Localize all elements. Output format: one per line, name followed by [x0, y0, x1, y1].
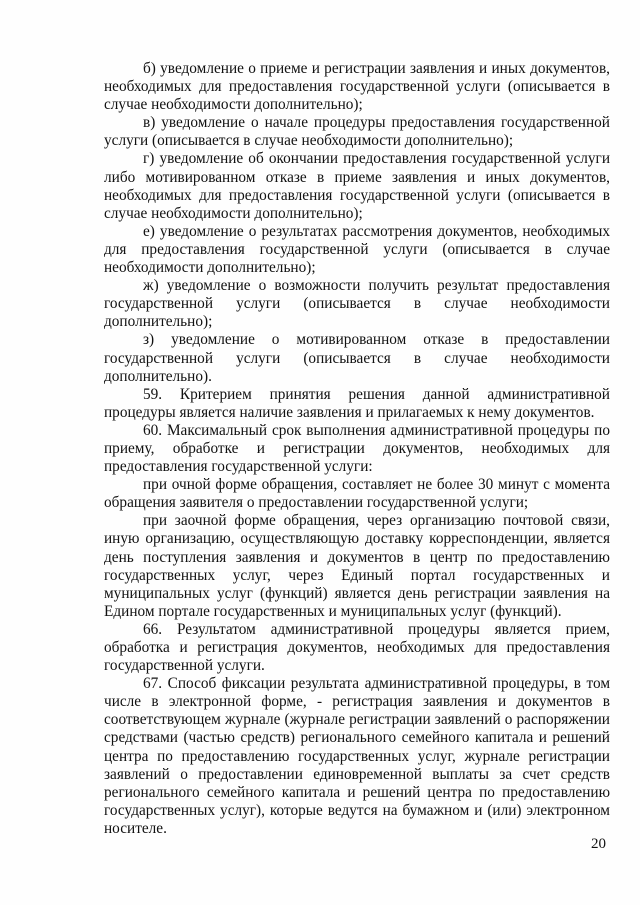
paragraph-g: г) уведомление об окончании предоставления государственной услуги либо мотивированном отказе в приеме заявления и иных документов, необходимых для предоставления государственной услуги (описывается в случае необходимости дополнительно);: [104, 150, 610, 222]
paragraph-z: з) уведомление о мотивированном отказе в предоставлении государственной услуги (описывается в случае необходимости дополнительно).: [104, 331, 610, 385]
paragraph-67: 67. Способ фиксации результата административной процедуры, в том числе в электронной форме, - регистрация заявления и документов в соответствующем журнале (журнале регистрации заявлений о распоряжении средствами (частью средств) регионального семейного капитала и решений центра по предоставлению государственных услуг, журнале регистрации заявлений о предоставлении единовременной выплаты за счет средств регионального семейного капитала и решений центра по предоставлению государственных услуг), которые ведутся на бумажном и (или) электронном носителе.: [104, 675, 610, 837]
paragraph-v: в) уведомление о начале процедуры предоставления государственной услуги (описывается в случае необходимости дополнительно);: [104, 114, 610, 150]
paragraph-66: 66. Результатом административной процедуры является прием, обработка и регистрация документов, необходимых для предоставления государственной услуги.: [104, 620, 610, 675]
paragraph-in-person: при очной форме обращения, составляет не более 30 минут с момента обращения заявителя о предоставлении государственной услуги;: [104, 476, 610, 512]
paragraph-zh: ж) уведомление о возможности получить результат предоставления государственной услуги (описывается в случае необходимости дополнительно);: [104, 277, 610, 331]
page-number: 20: [591, 836, 606, 852]
paragraph-remote: при заочной форме обращения, через организацию почтовой связи, иную организацию, осуществляющую доставку корреспонденции, является день поступления заявления и документов в центр по предоставлению государственных услуг, через Единый портал государственных и муниципальных услуг (функций) является день регистрации заявления на Едином портале государственных и муниципальных услуг (функций).: [104, 512, 610, 620]
paragraph-60: 60. Максимальный срок выполнения административной процедуры по приему, обработке и регистрации документов, необходимых для предоставления государственной услуги:: [104, 421, 610, 476]
paragraph-59: 59. Критерием принятия решения данной административной процедуры является наличие заявления и прилагаемых к нему документов.: [104, 385, 610, 421]
document-body: [104, 60, 610, 838]
paragraph-b: б) уведомление о приеме и регистрации заявления и иных документов, необходимых для предоставления государственной услуги (описывается в случае необходимости дополнительно);: [104, 60, 610, 114]
paragraph-e: е) уведомление о результатах рассмотрения документов, необходимых для предоставления государственной услуги (описывается в случае необходимости дополнительно);: [104, 222, 610, 277]
